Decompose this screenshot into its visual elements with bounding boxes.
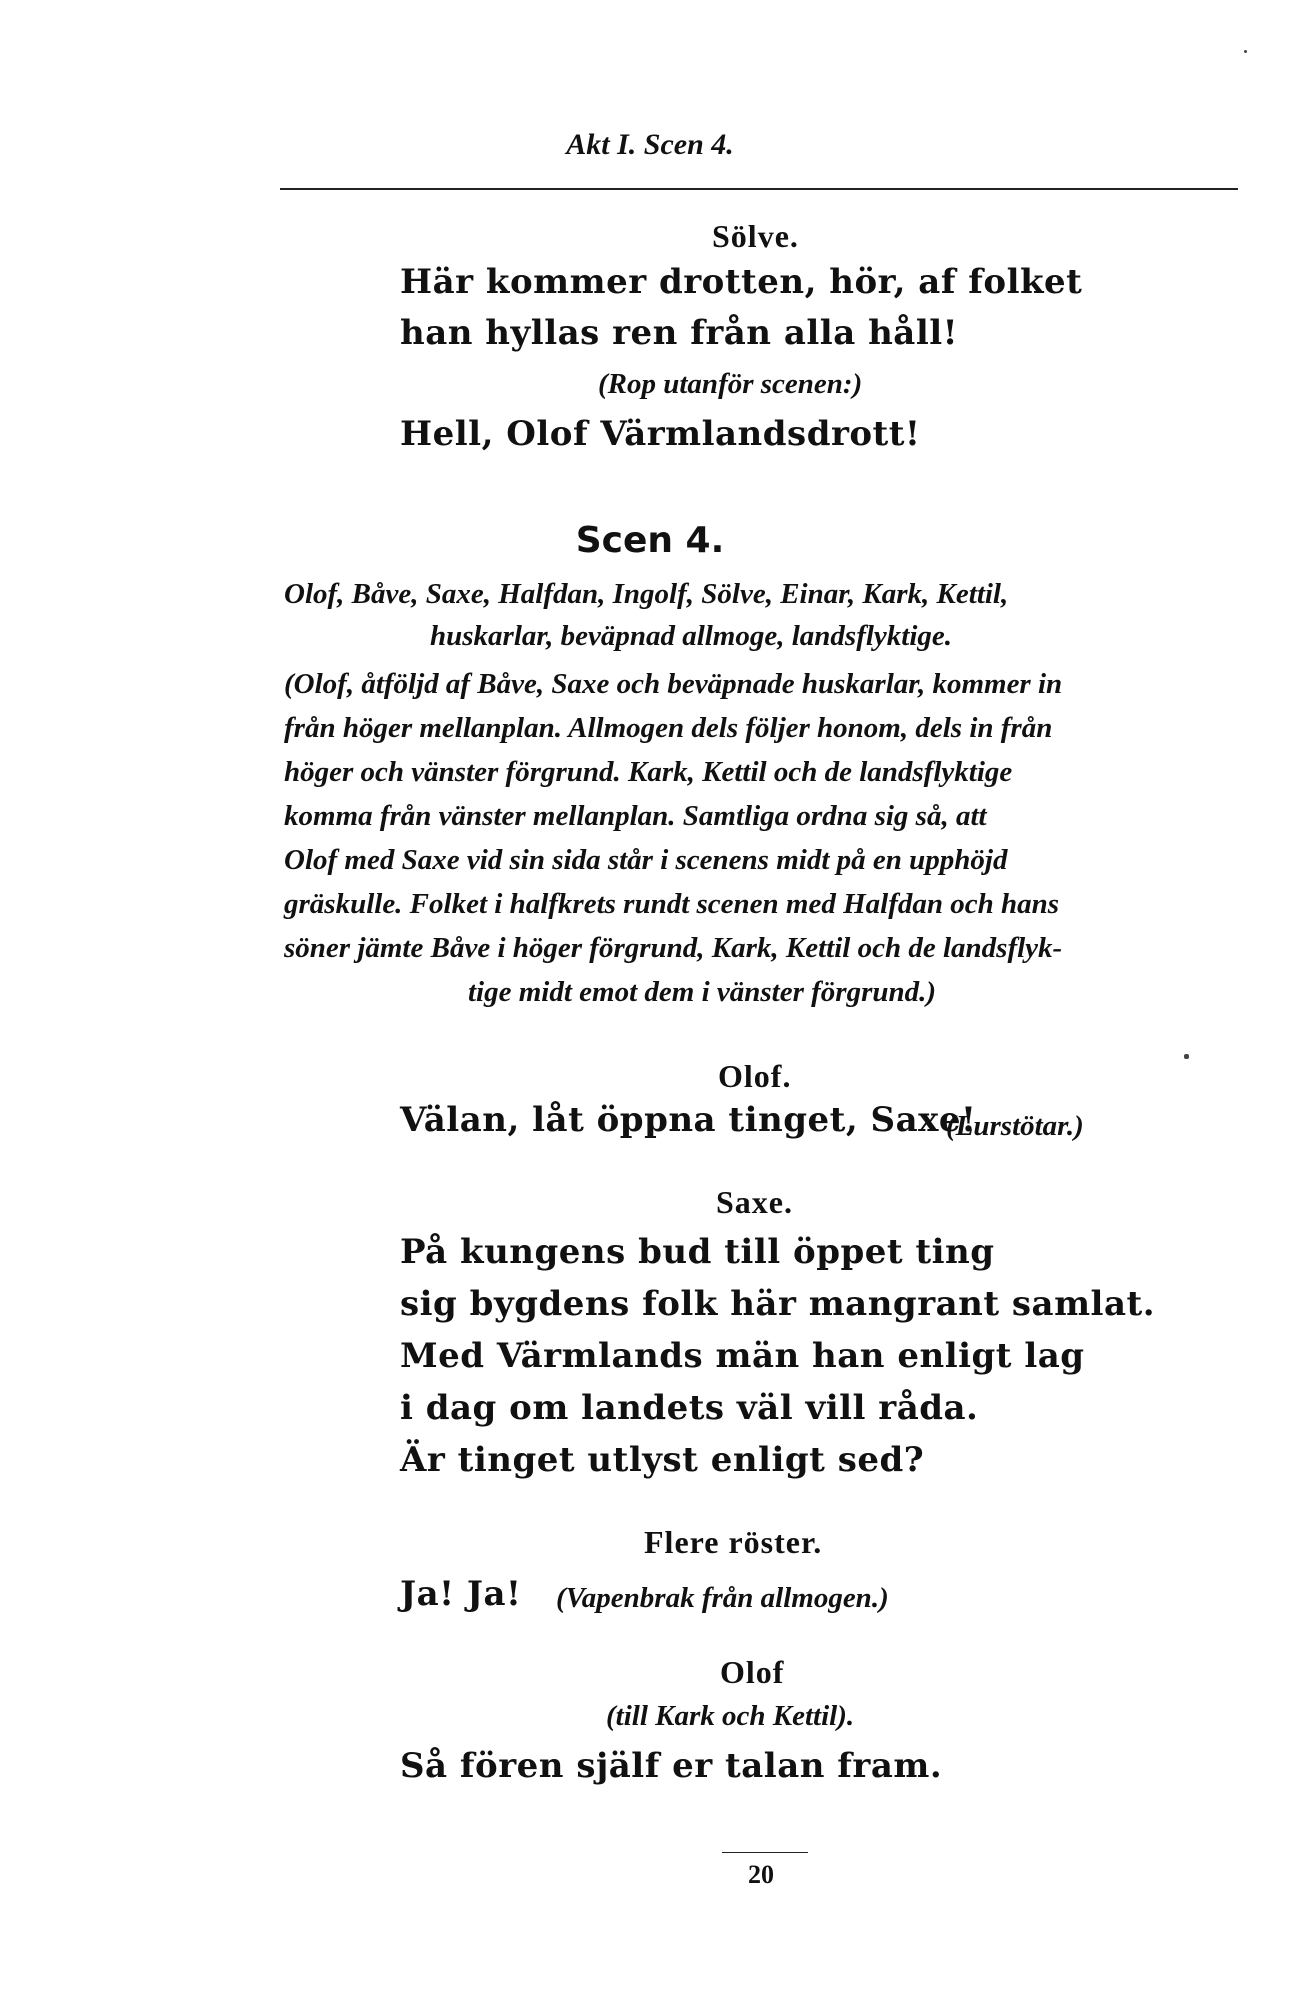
verse-line: Här kommer drotten, hör, af folket [400, 262, 1083, 302]
verse-line: Är tinget utlyst enligt sed? [400, 1440, 925, 1480]
direction-line: Olof med Saxe vid sin sida står i scenens midt på en upphöjd [284, 844, 1008, 876]
direction-line: komma från vänster mellanplan. Samtliga ordna sig så, att [284, 800, 987, 832]
running-header: Akt I. Scen 4. [566, 128, 734, 161]
ink-speck [1184, 1054, 1189, 1059]
speaker-solve: Sölve. [712, 218, 799, 254]
speaker-olof: Olof [720, 1654, 785, 1690]
verse-line: Hell, Olof Värmlandsdrott! [400, 414, 921, 454]
header-rule [280, 188, 1238, 190]
direction-line: höger och vänster förgrund. Kark, Kettil och de landsflyktige [284, 756, 1013, 788]
footer-rule [722, 1852, 808, 1853]
stage-direction: (Lurstötar.) [946, 1110, 1084, 1142]
direction-line: gräskulle. Folket i halfkrets rundt scenen med Halfdan och hans [284, 888, 1060, 920]
verse-line: i dag om landets väl vill råda. [400, 1388, 979, 1428]
cast-line: Olof, Båve, Saxe, Halfdan, Ingolf, Sölve, Einar, Kark, Kettil, [284, 578, 1009, 610]
page-number: 20 [748, 1860, 774, 1889]
speaker-flere-roster: Flere röster. [644, 1524, 823, 1560]
cast-line: huskarlar, beväpnad allmoge, landsflyktige. [430, 620, 953, 652]
direction-line: söner jämte Båve i höger förgrund, Kark, Kettil och de landsflyk- [284, 932, 1063, 964]
verse-line: Med Värmlands män han enligt lag [400, 1336, 1085, 1376]
direction-line: från höger mellanplan. Allmogen dels följer honom, dels in från [284, 712, 1053, 744]
verse-line: sig bygdens folk här mangrant samlat. [400, 1284, 1156, 1324]
stage-direction: (Vapenbrak från allmogen.) [556, 1582, 889, 1614]
verse-line: Så fören själf er talan fram. [400, 1746, 943, 1786]
speaker-olof: Olof. [718, 1058, 792, 1094]
verse-line: han hyllas ren från alla håll! [400, 313, 959, 353]
scene-title: Scen 4. [575, 520, 725, 561]
verse-line: Ja! Ja! [400, 1574, 522, 1614]
verse-line: Välan, låt öppna tinget, Saxe! [400, 1100, 977, 1140]
stage-direction: (till Kark och Kettil). [606, 1700, 855, 1732]
verse-line: På kungens bud till öppet ting [400, 1232, 995, 1272]
direction-line: (Olof, åtföljd af Båve, Saxe och beväpnade huskarlar, kommer in [284, 668, 1063, 700]
ink-speck [1244, 50, 1247, 53]
direction-line: tige midt emot dem i vänster förgrund.) [468, 976, 937, 1008]
speaker-saxe: Saxe. [716, 1184, 793, 1220]
stage-direction: (Rop utanför scenen:) [598, 368, 863, 400]
